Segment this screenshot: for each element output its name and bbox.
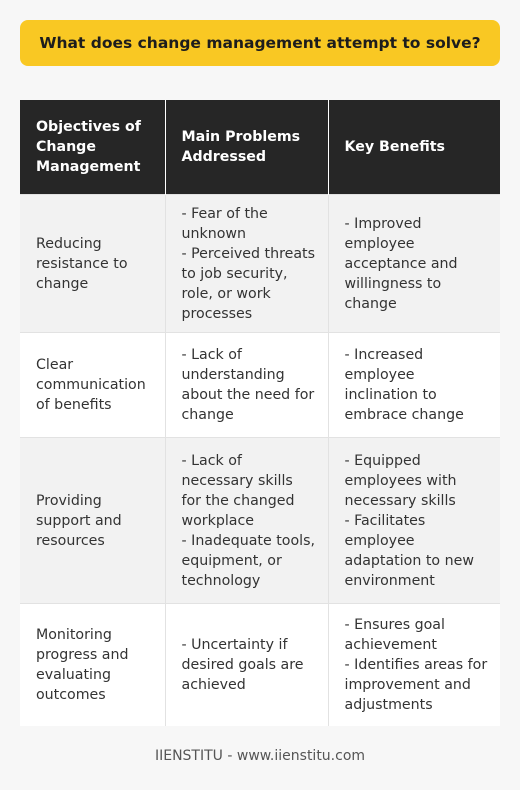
problem-item: - Lack of necessary skills for the changed workplace	[181, 452, 295, 529]
benefits-cell	[328, 195, 500, 333]
objective-cell: Reducing resistance to change	[20, 195, 165, 333]
page-title-banner	[20, 20, 500, 66]
objective-cell: Clear communication of benefits	[20, 333, 165, 438]
benefit-item: - Ensures goal achievement	[344, 616, 445, 653]
problems-cell	[165, 333, 328, 438]
table-row	[20, 438, 500, 604]
problem-item: - Uncertainty if desired goals are achieved	[181, 636, 304, 693]
column-header-problems: Main Problems Addressed	[165, 100, 328, 195]
problems-cell	[165, 604, 328, 726]
footer-credit: IIENSTITU - www.iienstitu.com	[154, 748, 366, 764]
objective-cell: Monitoring progress and evaluating outcomes	[20, 604, 165, 726]
problem-item: - Fear of the unknown	[181, 205, 268, 242]
benefit-item: - Identifies areas for improvement and adjustments	[344, 656, 488, 713]
column-header-benefits: Key Benefits	[328, 100, 500, 195]
benefit-item: - Equipped employees with necessary skills	[344, 452, 457, 509]
column-header-objectives: Objectives of Change Management	[20, 100, 165, 195]
benefits-cell	[328, 604, 500, 726]
page-title: What does change management attempt to solve?	[39, 34, 481, 52]
objective-cell: Providing support and resources	[20, 438, 165, 604]
benefit-item: - Increased employee inclination to embrace change	[344, 347, 464, 423]
problem-item: - Inadequate tools, equipment, or technology	[181, 532, 315, 589]
benefit-item: - Facilitates employee adaptation to new environment	[344, 512, 474, 589]
problems-cell	[165, 438, 328, 604]
problem-item: - Lack of understanding about the need for change	[181, 347, 315, 423]
table-row	[20, 195, 500, 333]
benefit-item: - Improved employee acceptance and willingness to change	[344, 215, 458, 312]
benefits-cell	[328, 438, 500, 604]
table-row	[20, 604, 500, 726]
benefits-cell	[328, 333, 500, 438]
problem-item: - Perceived threats to job security, role, or work processes	[181, 245, 315, 322]
table-header-row	[20, 100, 500, 195]
problems-cell	[165, 195, 328, 333]
change-management-table	[20, 100, 500, 726]
table-row	[20, 333, 500, 438]
